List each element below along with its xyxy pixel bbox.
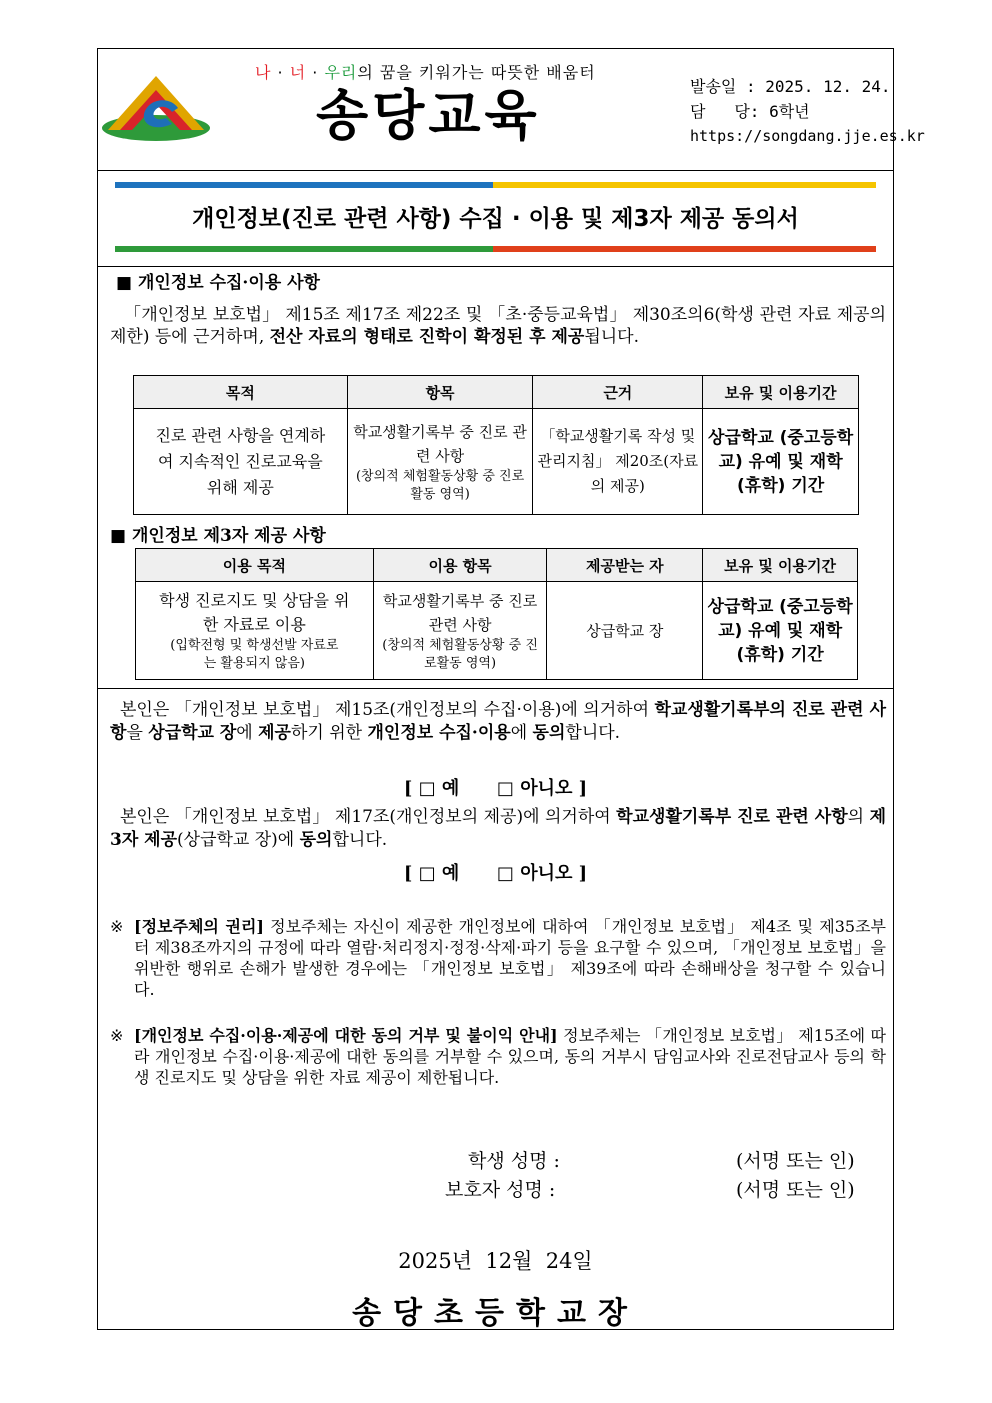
reference-mark: ※ — [110, 1026, 124, 1045]
issuer-school: 송당초등학교장 — [352, 1296, 639, 1331]
consent-third-party-choice — [97, 859, 894, 885]
collection-table — [133, 375, 859, 515]
cell-purpose: 진로 관련 사항을 연계하여 지속적인 진로교육을 위해 제공 — [134, 409, 348, 515]
col-header-period: 보유 및 이용기간 — [703, 549, 858, 582]
consent-text: 합니다. — [332, 830, 388, 850]
legal-basis-emphasis: 전산 자료의 형태로 진학이 확정된 후 제공 — [269, 327, 585, 347]
consent-text: 하기 위한 — [290, 723, 368, 743]
cell-item-note: (창의적 체험활동상황 중 진로활동 영역) — [355, 468, 525, 502]
cell-period: 상급학교 (중고등학교) 유예 및 재학(휴학) 기간 — [703, 409, 859, 515]
cell-use-purpose — [136, 582, 374, 680]
checkbox-yes-collection[interactable]: □ 예 — [418, 778, 460, 799]
cell-use-item-note: (창의적 체험활동상황 중 진로활동 영역) — [382, 637, 538, 671]
student-sign-field[interactable]: (서명 또는 인) — [736, 1150, 855, 1172]
title-bar-red — [493, 246, 876, 252]
title-bar-blue — [115, 182, 493, 188]
reference-mark: ※ — [110, 917, 124, 936]
slogan-na: 나 — [255, 63, 272, 82]
consent-emphasis: 학교생활기록부의 진로 관련 사항 — [110, 700, 886, 743]
slogan-rest: 의 꿈을 키워가는 따뜻한 배움터 — [357, 63, 596, 82]
col-header-use-item: 이용 항목 — [373, 549, 547, 582]
rights-notice-text — [110, 916, 886, 1000]
consent-text: 본인은 「개인정보 보호법」 제17조(개인정보의 제공)에 의거하여 — [120, 807, 617, 827]
consent-text: 에 — [510, 723, 533, 743]
document-frame — [97, 48, 894, 1330]
school-logo — [100, 72, 212, 144]
consent-emphasis: 개인정보 수집·이용 — [367, 723, 511, 743]
cell-use-item-text: 학교생활기록부 중 진로 관련 사항 — [382, 591, 538, 634]
cell-item-text: 학교생활기록부 중 진로 관련 사항 — [353, 422, 527, 465]
document-title: 개인정보(진로 관련 사항) 수집 · 이용 및 제3자 제공 동의서 — [192, 206, 799, 232]
owner: 담 당: 6학년 — [690, 102, 810, 121]
cell-use-purpose-note: (입학전형 및 학생선발 자료로는 활용되지 않음) — [170, 637, 339, 671]
slogan-uri: 우리 — [324, 63, 358, 82]
col-header-use-purpose: 이용 목적 — [136, 549, 374, 582]
slogan-dot: · — [306, 63, 325, 82]
title-bar-yellow — [493, 182, 876, 188]
col-header-item: 항목 — [347, 376, 533, 409]
school-url[interactable]: https://songdang.jje.es.kr — [690, 127, 925, 145]
guardian-sign-field[interactable]: (서명 또는 인) — [736, 1179, 855, 1201]
col-header-purpose: 목적 — [134, 376, 348, 409]
col-header-recipient: 제공받는 자 — [547, 549, 703, 582]
consent-emphasis: 제공 — [258, 723, 291, 743]
refusal-notice-text — [110, 1025, 886, 1088]
document-date: 2025년 12월 24일 — [398, 1249, 593, 1273]
cell-period: 상급학교 (중고등학교) 유예 및 재학(휴학) 기간 — [703, 582, 858, 680]
title-divider — [97, 266, 894, 267]
cell-use-purpose-text: 학생 진로지도 및 상담을 위한 자료로 이용 — [159, 590, 350, 634]
consent-divider — [97, 688, 894, 689]
section-heading-collection: ■ 개인정보 수집·이용 사항 — [116, 273, 320, 293]
slogan-dot: · — [271, 63, 290, 82]
legal-basis-paragraph — [110, 304, 886, 348]
consent-collection-statement — [110, 699, 886, 745]
consent-text: 본인은 「개인정보 보호법」 제15조(개인정보의 수집·이용)에 의거하여 — [120, 700, 655, 720]
consent-text: 을 — [126, 723, 149, 743]
bracket: ] — [578, 778, 588, 799]
legal-basis-end: 됩니다. — [584, 327, 639, 347]
bracket: [ — [403, 863, 413, 884]
slogan-neo: 너 — [289, 63, 307, 82]
third-party-table — [135, 548, 858, 680]
header-meta — [690, 74, 925, 149]
checkbox-yes-third-party[interactable]: □ 예 — [418, 863, 460, 884]
newsletter-brand: 송당교육 — [316, 84, 541, 147]
consent-collection-choice — [97, 774, 894, 800]
cell-use-item — [373, 582, 547, 680]
consent-text: 에 — [236, 723, 259, 743]
issue-date: 발송일 : 2025. 12. 24. — [690, 77, 891, 96]
consent-third-party-statement — [110, 806, 886, 852]
checkbox-no-collection[interactable]: □ 아니오 — [496, 778, 573, 799]
col-header-period: 보유 및 이용기간 — [703, 376, 859, 409]
col-header-basis: 근거 — [533, 376, 703, 409]
rights-notice — [110, 916, 886, 1000]
consent-emphasis: 학교생활기록부 진로 관련 사항 — [616, 807, 848, 827]
refusal-notice — [110, 1025, 886, 1088]
checkbox-no-third-party[interactable]: □ 아니오 — [496, 863, 573, 884]
rights-notice-body: 정보주체는 자신이 제공한 개인정보에 대하여 「개인정보 보호법」 제4조 및 제35조부터 제38조까지의 규정에 따라 열람·처리정지·정정·삭제·파기 등을 요구할 수 있으며, 「개인정보 보호법」을 위반한 행위로 손해가 발생한 경우에는 「개인정보 보호법」 제39조에 따라 손해배상을 청구할 수 있습니다. — [134, 917, 886, 999]
header-divider — [97, 170, 894, 171]
consent-emphasis: 제3자 제공 — [110, 807, 886, 850]
title-bar-green — [115, 246, 493, 252]
cell-item — [347, 409, 533, 515]
guardian-name-label: 보호자 성명 : — [445, 1179, 556, 1201]
refusal-notice-body: 정보주체는 「개인정보 보호법」 제15조에 따라 개인정보 수집·이용·제공에 대한 동의를 거부할 수 있으며, 동의 거부시 담임교사와 진로전담교사 등의 학생 진로지도 및 상담을 위한 자료 제공이 제한됩니다. — [134, 1026, 887, 1087]
refusal-notice-head: [개인정보 수집·이용·제공에 대한 동의 거부 및 불이익 안내] — [134, 1026, 558, 1045]
student-name-label: 학생 성명 : — [468, 1150, 560, 1172]
cell-recipient: 상급학교 장 — [547, 582, 703, 680]
bracket: [ — [403, 778, 413, 799]
section-heading-third-party: ■ 개인정보 제3자 제공 사항 — [110, 526, 326, 546]
consent-text: (상급학교 장)에 — [177, 830, 300, 850]
legal-basis-text: 「개인정보 보호법」 제15조 제17조 제22조 및 「초·중등교육법」 제30조의6(학생 관련 자료 제공의 제한) 등에 근거하며, — [110, 305, 886, 347]
consent-emphasis: 동의 — [299, 830, 333, 850]
bracket: ] — [578, 863, 588, 884]
consent-emphasis: 상급학교 장 — [148, 723, 237, 743]
rights-notice-head: [정보주체의 권리] — [134, 917, 264, 936]
school-slogan — [255, 60, 596, 83]
consent-text: 의 — [847, 807, 870, 827]
cell-basis: 「학교생활기록 작성 및 관리지침」 제20조(자료의 제공) — [533, 409, 703, 515]
consent-emphasis: 동의 — [532, 723, 566, 743]
consent-text: 합니다. — [565, 723, 621, 743]
